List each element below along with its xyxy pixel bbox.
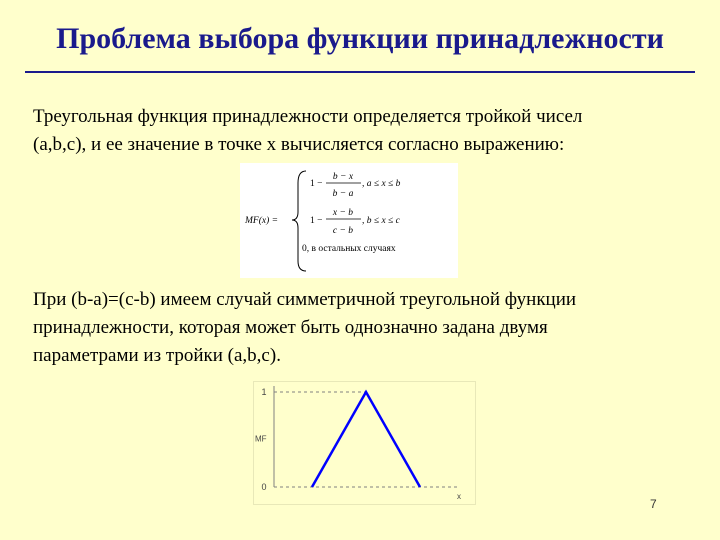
x-axis-label: x bbox=[457, 492, 461, 501]
paragraph-line: При (b-a)=(c-b) имеем случай симметричной треугольной функции bbox=[33, 289, 577, 310]
paragraph-line: параметрами из тройки (a,b,c). bbox=[33, 345, 281, 366]
case2-denominator: c − b bbox=[332, 226, 354, 236]
formula-lhs: MF(x) = bbox=[245, 216, 279, 226]
case2-prefix: 1 − bbox=[310, 216, 323, 226]
case1-prefix: 1 − bbox=[310, 179, 323, 189]
mf-series-line bbox=[312, 392, 420, 487]
paragraph-line: (a,b,c), и ее значение в точке x вычисляется согласно выражению: bbox=[33, 134, 565, 155]
chart-svg bbox=[254, 382, 475, 504]
title-underline bbox=[25, 71, 695, 73]
formula-brace bbox=[292, 171, 306, 271]
case2-numerator: x − b bbox=[332, 208, 354, 218]
formula-svg bbox=[240, 163, 458, 278]
paragraph-symmetric bbox=[33, 286, 693, 370]
case1-numerator: b − x bbox=[332, 172, 354, 182]
paragraph-line: Треугольная функция принадлежности определяется тройкой чисел bbox=[33, 106, 583, 127]
case1-denominator: b − a bbox=[332, 189, 354, 199]
paragraph-definition bbox=[33, 103, 693, 159]
case3-text: 0, в остальных случаях bbox=[302, 244, 396, 254]
y-tick-label-1: 1 bbox=[261, 387, 267, 397]
y-tick-label-0: 0 bbox=[261, 482, 267, 492]
membership-formula bbox=[240, 163, 458, 278]
case2-condition: , b ≤ x ≤ c bbox=[362, 216, 400, 226]
triangular-mf-chart bbox=[253, 381, 476, 505]
slide-title: Проблема выбора функции принадлежности bbox=[56, 22, 664, 55]
y-axis-label: MF bbox=[255, 434, 267, 444]
case1-condition: , a ≤ x ≤ b bbox=[362, 179, 401, 189]
paragraph-line: принадлежности, которая может быть однозначно задана двумя bbox=[33, 317, 548, 338]
page-number: 7 bbox=[650, 497, 657, 511]
